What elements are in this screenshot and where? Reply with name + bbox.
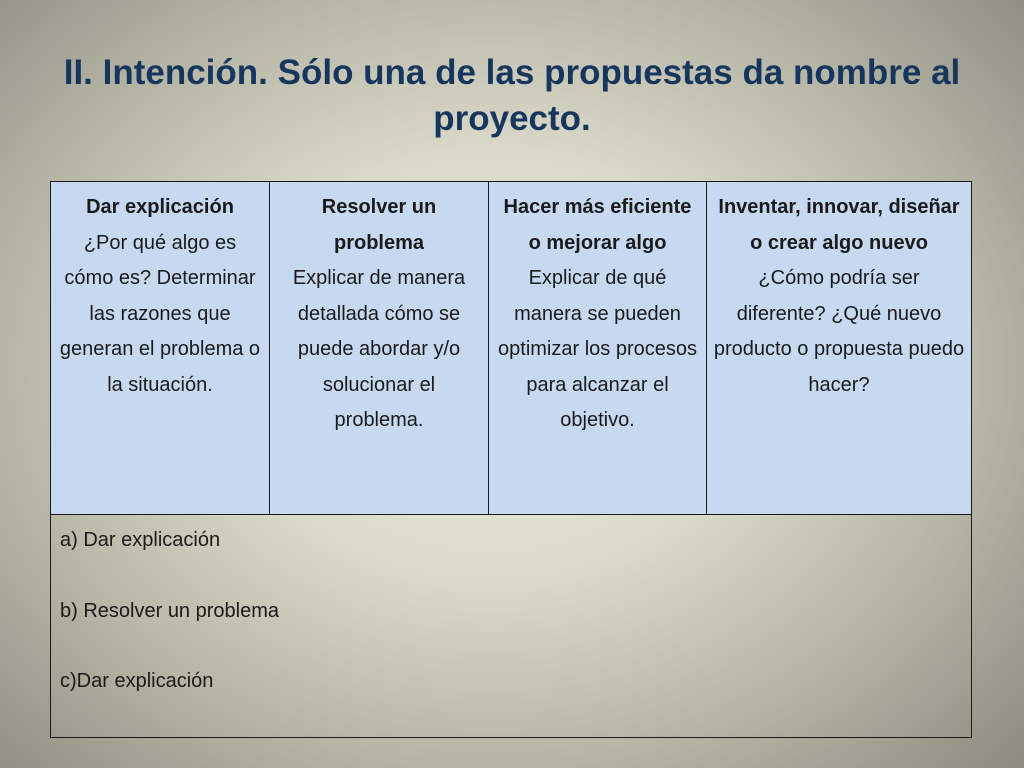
slide-title: II. Intención. Sólo una de las propuestas da nombre al proyecto. <box>63 53 961 138</box>
table-header-row <box>51 182 971 515</box>
cell-heading: Hacer más eficiente o mejorar algo <box>503 196 692 254</box>
table-cell-dar-explicacion <box>51 182 270 514</box>
table-cell-resolver-problema <box>270 182 489 514</box>
cell-body: ¿Por qué algo es cómo es? Determinar las razones que generan el problema o la situación. <box>59 231 261 396</box>
intention-table <box>50 181 972 738</box>
table-cell-inventar-innovar <box>707 182 971 514</box>
cell-body: Explicar de manera detallada cómo se puede abordar y/o solucionar el problema. <box>292 267 466 431</box>
cell-heading: Resolver un problema <box>321 196 437 254</box>
cell-body: Explicar de qué manera se pueden optimizar los procesos para alcanzar el objetivo. <box>498 267 697 431</box>
answer-item: a) Dar explicación <box>60 529 221 551</box>
cell-heading: Inventar, innovar, diseñar o crear algo nuevo <box>718 196 960 254</box>
answers-cell <box>51 515 971 737</box>
answer-item: b) Resolver un problema <box>60 599 279 622</box>
cell-body: ¿Cómo podría ser diferente? ¿Qué nuevo producto o propuesta puedo hacer? <box>713 267 965 396</box>
answer-item: c)Dar explicación <box>60 670 214 692</box>
cell-heading: Dar explicación <box>86 196 234 218</box>
table-cell-hacer-mas-eficiente <box>489 182 707 514</box>
